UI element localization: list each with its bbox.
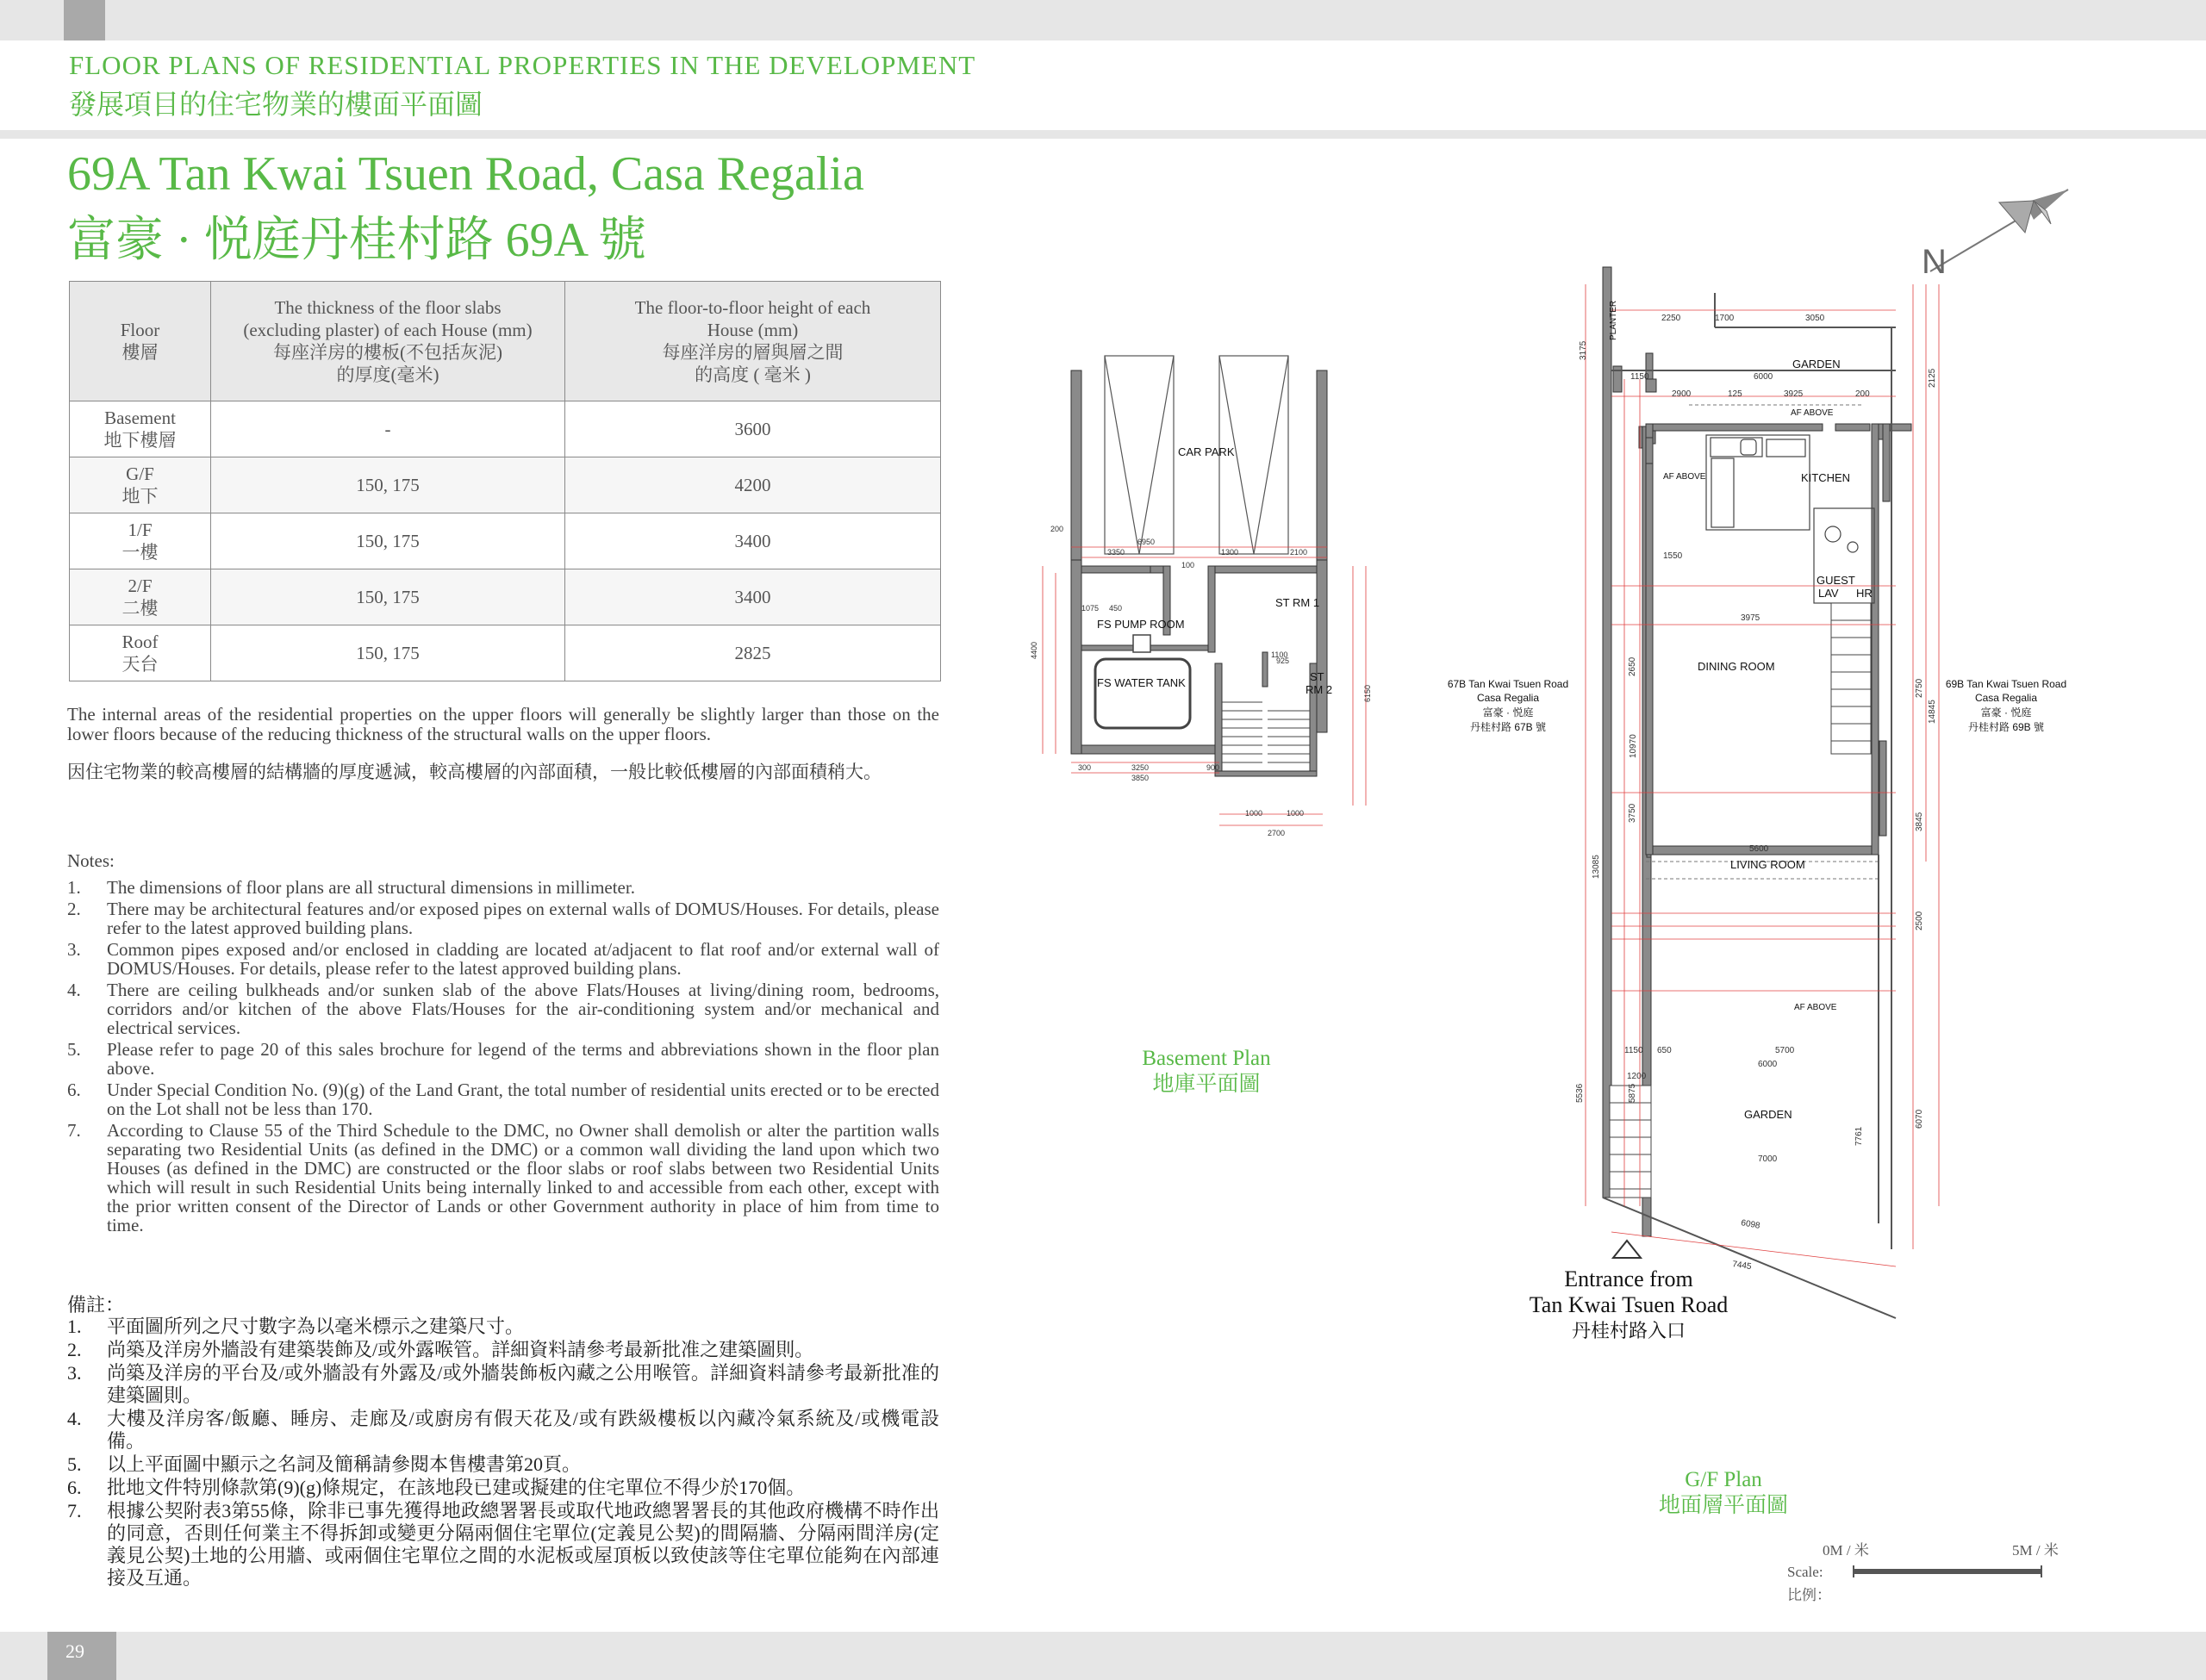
cell-height: 3400	[565, 569, 941, 625]
dim-label: 3925	[1784, 389, 1804, 399]
neighbour-label: Casa Regalia	[1974, 692, 2038, 704]
list-item: 7. According to Clause 55 of the Third Schedule to the DMC, no Owner shall demolish or alter the partition walls separating two Residential Units (as defined in the DMC) or a common wall dividing the land upon which two Houses (as defined in the DMC) are constructed or the floor slabs or roof slabs between two Residential Units which will result in such Residential Units being internally linked to and accessible from each other, except with the prior written consent of the Director of Lands or other Government authority in place of him from time to time.	[67, 1120, 939, 1235]
list-item: 2. There may be architectural features and/or exposed pipes on external walls of DOMUS/Houses. For details, please refer to the latest approved building plans.	[67, 899, 939, 938]
dim-label: 3250	[1131, 763, 1150, 772]
cell-thickness: 150, 175	[211, 513, 565, 569]
dim-label: 3175	[1579, 340, 1588, 360]
room-label: AF ABOVE	[1794, 1003, 1837, 1012]
dim-label: 650	[1657, 1046, 1672, 1055]
property-title: 69A Tan Kwai Tsuen Road, Casa Regalia	[67, 147, 864, 201]
room-label: HR	[1856, 587, 1873, 600]
list-item: 3. Common pipes exposed and/or enclosed in cladding are located at/adjacent to flat roof and/or external wall of DOMUS/Houses. For details, please refer to the latest approved building plans.	[67, 939, 939, 979]
dim-label: 1075	[1081, 604, 1100, 613]
property-title-zh: 富豪 · 悦庭丹桂村路 69A 號	[67, 214, 646, 267]
dim-label: 3350	[1107, 548, 1125, 557]
floor-spec-table	[69, 281, 941, 681]
notes-zh-list	[67, 1316, 939, 1590]
top-bar-tab	[64, 0, 105, 40]
gf-floor-plan	[1413, 258, 2094, 1310]
dim-label: 1700	[1715, 314, 1735, 323]
dim-label: 7000	[1758, 1154, 1778, 1164]
cell-floor: Roof 天台	[70, 625, 211, 681]
north-label: N	[1922, 243, 1947, 281]
dim-label: 3845	[1915, 812, 1924, 831]
neighbour-label: 富豪 · 悦庭	[1482, 706, 1534, 719]
basement-floor-plan	[1013, 340, 1392, 857]
list-item: 1. 平面圖所列之尺寸數字為以毫米標示之建築尺寸。	[67, 1316, 525, 1337]
internal-area-note-zh: 因住宅物業的較高樓層的結構牆的厚度遞減，較高樓層的內部面積，一般比較低樓層的內部面積稍大。	[67, 762, 882, 782]
cell-floor: 2/F 二樓	[70, 569, 211, 625]
list-item: 5. Please refer to page 20 of this sales brochure for legend of the terms and abbreviations shown in the floor plan above.	[67, 1039, 939, 1079]
room-label: GARDEN	[1792, 358, 1841, 370]
scale-bar: 0M / 米 5M / 米 Scale: 比例：	[1787, 1542, 2059, 1603]
table-row	[70, 569, 941, 625]
room-label: GUEST	[1817, 574, 1855, 587]
room-label: CAR PARK	[1178, 445, 1235, 458]
dim-label: 900	[1206, 763, 1220, 772]
room-label: FS WATER TANK	[1097, 676, 1186, 689]
internal-area-note: The internal areas of the residential properties on the upper floors will generally be slightly larger than those on the lower floors because of the reducing thickness of the structural walls on the upper floors.	[67, 704, 939, 744]
dim-label: 1550	[1663, 551, 1683, 561]
dim-label: 1150	[1624, 1046, 1643, 1055]
room-label: ST	[1310, 670, 1324, 683]
dim-label: 2250	[1661, 314, 1681, 323]
cell-height: 2825	[565, 625, 941, 681]
section-title-zh: 發展項目的住宅物業的樓面平面圖	[69, 89, 483, 120]
page-number: 29	[65, 1640, 84, 1662]
dim-label: 13085	[1592, 855, 1601, 879]
dim-label: 2900	[1672, 389, 1692, 399]
room-label: KITCHEN	[1801, 471, 1851, 484]
dim-label: 3750	[1628, 803, 1637, 823]
cell-floor: 1/F 一樓	[70, 513, 211, 569]
room-label: AF ABOVE	[1791, 408, 1834, 418]
dim-label: 6150	[1363, 684, 1372, 702]
dim-label: 925	[1276, 656, 1290, 665]
room-label: LIVING ROOM	[1730, 858, 1805, 871]
dim-label: 1100	[1271, 650, 1288, 659]
dim-label: 2700	[1268, 829, 1286, 837]
entrance-marker-icon	[1613, 1241, 1641, 1258]
dim-label: 1000	[1245, 809, 1263, 818]
room-label: AF ABOVE	[1663, 472, 1706, 482]
dim-label: 1300	[1221, 548, 1239, 557]
room-label: RM 2	[1306, 683, 1333, 696]
dim-label: 2750	[1915, 678, 1924, 698]
room-label: DINING ROOM	[1698, 660, 1775, 673]
scale-bar-line	[1853, 1569, 2042, 1574]
table-row	[70, 457, 941, 513]
dim-label: 200	[1050, 525, 1064, 533]
section-title: FLOOR PLANS OF RESIDENTIAL PROPERTIES IN THE DEVELOPMENT	[69, 50, 976, 80]
entrance-label: Entrance from Tan Kwai Tsuen Road 丹桂村路入口	[1529, 1266, 1729, 1341]
list-item: 4. There are ceiling bulkheads and/or sunken slab of the above Flats/Houses at living/dining room, bedrooms, corridors and/or kitchen of the above Flats/Houses for the air-conditioning system and/or mechanical and electrical services.	[67, 980, 939, 1038]
basement-stair	[1222, 702, 1310, 762]
dim-label: 1000	[1287, 809, 1305, 818]
neighbour-label: Casa Regalia	[1476, 692, 1540, 704]
header-floor: Floor 樓層	[70, 282, 211, 401]
table-row	[70, 625, 941, 681]
dim-label: 1200	[1627, 1072, 1647, 1081]
cell-height: 3400	[565, 513, 941, 569]
dim-label: 200	[1855, 389, 1870, 399]
notes-list	[67, 878, 939, 1237]
list-item: 2. 尚築及洋房外牆設有建築裝飾及/或外露喉管。詳細資料請參考最新批准之建築圖則。	[67, 1339, 814, 1360]
room-label: FS PUMP ROOM	[1097, 618, 1185, 631]
table-row	[70, 401, 941, 457]
header-rule	[0, 130, 2206, 139]
dim-label: 5700	[1775, 1046, 1795, 1055]
list-item: 1. The dimensions of floor plans are all structural dimensions in millimeter.	[67, 877, 635, 898]
notes-title: Notes:	[67, 850, 115, 871]
dim-label: 4400	[1030, 641, 1038, 659]
table-header-row	[70, 282, 941, 401]
room-label: ST RM 1	[1275, 596, 1320, 609]
dim-label: 6000	[1758, 1060, 1778, 1069]
dim-label: 2100	[1290, 548, 1308, 557]
dim-label: 6950	[1137, 538, 1156, 546]
room-label: LAV	[1818, 587, 1839, 600]
room-label: GARDEN	[1744, 1108, 1792, 1121]
list-item: 6. Under Special Condition No. (9)(g) of the Land Grant, the total number of residential units erected or to be erected on the Lot shall not be less than 170.	[67, 1080, 939, 1119]
dim-label: 5875	[1628, 1083, 1637, 1103]
pump-box	[1133, 635, 1150, 652]
cell-height: 3600	[565, 401, 941, 457]
water-tank	[1095, 659, 1190, 728]
neighbour-label: 67B Tan Kwai Tsuen Road	[1447, 678, 1569, 690]
dim-label: 2125	[1928, 368, 1937, 388]
dim-label: 6098	[1740, 1218, 1761, 1231]
table-row	[70, 513, 941, 569]
cell-thickness: 150, 175	[211, 569, 565, 625]
dim-label: 450	[1109, 604, 1123, 613]
dim-label: 7445	[1731, 1260, 1753, 1272]
footer-bar	[0, 1632, 2206, 1680]
dim-label: 10970	[1629, 734, 1638, 758]
dim-label: 2500	[1915, 911, 1924, 930]
dim-label: 6000	[1754, 372, 1773, 382]
basement-plan-caption: Basement Plan 地庫平面圖	[1142, 1047, 1271, 1096]
dim-label: 7761	[1854, 1126, 1864, 1146]
dim-label: 2650	[1628, 656, 1637, 676]
room-label: PLANTER	[1609, 300, 1618, 340]
list-item: 6. 批地文件特別條款第(9)(g)條規定，在該地段已建或擬建的住宅單位不得少於170個。	[67, 1477, 806, 1498]
dim-label: 5600	[1749, 844, 1769, 854]
list-item: 7. 根據公契附表3第55條，除非已事先獲得地政總署署長或取代地政總署署長的其他政府機構不時作出的同意，否則任何業主不得拆卸或變更分隔兩個住宅單位(定義見公契)的間隔牆、分隔兩間洋房(定義見公契)土地的公用牆、或兩個住宅單位之間的水泥板或屋頂板以致使該等住宅單位能夠在內部連接及互通。	[67, 1500, 939, 1589]
notes-zh-title: 備註：	[67, 1294, 125, 1316]
dim-label: 3850	[1131, 774, 1150, 782]
dim-label: 1150	[1630, 372, 1649, 382]
header-thickness: The thickness of the floor slabs (excluding plaster) of each House (mm) 每座洋房的樓板(不包括灰泥) 的厚度(毫米)	[211, 282, 565, 401]
cell-floor: G/F 地下	[70, 457, 211, 513]
cell-thickness: 150, 175	[211, 625, 565, 681]
neighbour-label: 丹桂村路 69B 號	[1967, 721, 2045, 733]
cell-thickness: 150, 175	[211, 457, 565, 513]
dim-label: 3050	[1805, 314, 1825, 323]
dim-label: 100	[1181, 561, 1195, 569]
list-item: 4. 大樓及洋房客/飯廳、睡房、走廊及/或廚房有假天花及/或有跌級樓板以內藏冷氣系統及/或機電設備。	[67, 1408, 939, 1452]
neighbour-label: 69B Tan Kwai Tsuen Road	[1945, 678, 2067, 690]
top-bar	[0, 0, 2206, 40]
cell-height: 4200	[565, 457, 941, 513]
list-item: 5. 以上平面圖中顯示之名詞及簡稱請參閱本售樓書第20頁。	[67, 1453, 582, 1475]
neighbour-label: 富豪 · 悦庭	[1980, 706, 2032, 719]
dim-label: 3975	[1741, 613, 1760, 623]
list-item: 3. 尚築及洋房的平台及/或外牆設有外露及/或外牆裝飾板內藏之公用喉管。詳細資料請參考最新批准的建築圖則。	[67, 1362, 939, 1406]
dim-label: 6070	[1915, 1109, 1924, 1129]
cell-floor: Basement 地下樓層	[70, 401, 211, 457]
header-height: The floor-to-floor height of each House (mm) 每座洋房的層與層之間 的高度 ( 毫米 )	[565, 282, 941, 401]
neighbour-label: 丹桂村路 67B 號	[1469, 721, 1547, 733]
cell-thickness: -	[211, 401, 565, 457]
dim-label: 300	[1078, 763, 1092, 772]
dim-label: 125	[1728, 389, 1742, 399]
gf-plan-caption: G/F Plan 地面層平面圖	[1658, 1468, 1788, 1517]
dim-label: 14845	[1928, 700, 1937, 724]
dim-label: 5536	[1575, 1083, 1585, 1103]
